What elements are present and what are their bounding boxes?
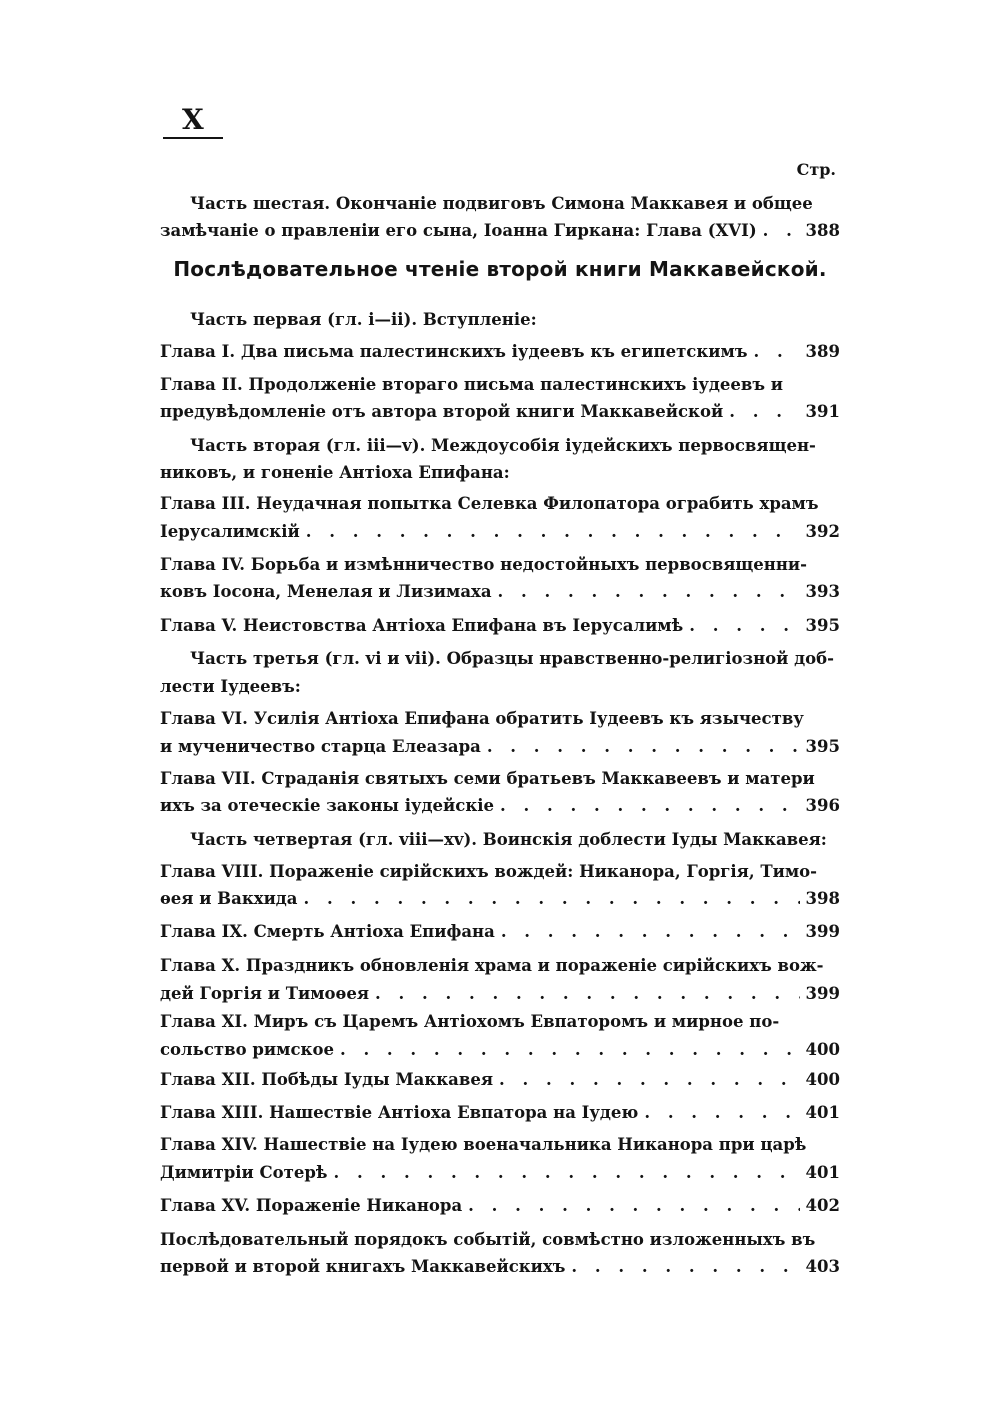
toc-part-two-line2: никовъ, и гоненіе Антіоха Епифана: [160, 463, 510, 482]
toc-chapter-14 [160, 1159, 840, 1187]
toc-page-number: 398 [805, 889, 840, 908]
toc-entry-text: первой и второй книгахъ Маккавейскихъ [160, 1257, 566, 1276]
toc-part-two-line1: Часть вторая (гл. ііі—v). Междоусобія іудейскихъ первосвящен- [190, 436, 816, 455]
toc-entry-text: Глава V. Неистовства Антіоха Епифана въ Іерусалимѣ [160, 616, 684, 635]
toc-chapter-11-line1: Глава XI. Миръ съ Царемъ Антіохомъ Евпаторомъ и мирное по- [160, 1012, 780, 1031]
leader-dots [462, 1192, 800, 1220]
toc-chapter-2-line1: Глава II. Продолженіе втораго письма палестинскихъ іудеевъ и [160, 375, 784, 394]
toc-page-number: 388 [805, 221, 840, 240]
toc-entry-text: Глава XII. Побѣды Іуды Маккавея [160, 1070, 494, 1089]
toc-page-number: 391 [805, 402, 840, 421]
toc-chapter-8-line1: Глава VIII. Пораженіе сирійскихъ вождей: Никанора, Горгія, Тимо- [160, 862, 818, 881]
toc-chapter-10-line1: Глава X. Праздникъ обновленія храма и пораженіе сирійскихъ вож- [160, 956, 824, 975]
leader-dots [298, 885, 801, 913]
toc-chapter-2 [160, 398, 840, 426]
toc-entry-text: Глава IX. Смерть Антіоха Епифана [160, 922, 495, 941]
page-column-label: Стр. [796, 160, 836, 179]
toc-summary [160, 1253, 840, 1281]
toc-chapter-13 [160, 1099, 840, 1127]
toc-part-three-line1: Часть третья (гл. vi и vii). Образцы нравственно-религіозной доб- [190, 649, 834, 668]
toc-chapter-6-line1: Глава VI. Усилія Антіоха Епифана обратить Іудеевъ къ язычеству [160, 709, 804, 728]
leader-dots [492, 578, 800, 606]
toc-part-six-line2 [160, 217, 840, 245]
toc-page-number: 401 [805, 1163, 840, 1182]
toc-part-six-text: замѣчаніе о правленіи его сына, Іоанна Гиркана: Глава (XVI) [160, 221, 757, 240]
toc-chapter-9 [160, 918, 840, 946]
toc-page-number: 399 [805, 984, 840, 1003]
leader-dots [683, 612, 800, 640]
toc-entry-text: Іерусалимскій [160, 522, 300, 541]
leader-dots [493, 1066, 800, 1094]
toc-page-number: 392 [805, 522, 840, 541]
toc-entry-text: Димитріи Сотерѣ [160, 1163, 328, 1182]
toc-chapter-14-line1: Глава XIV. Нашествіе на Іудею военачальника Никанора при царѣ [160, 1135, 807, 1154]
leader-dots [328, 1159, 801, 1187]
toc-page-number: 395 [805, 616, 840, 635]
page-number-rule [163, 137, 223, 139]
toc-page-number: 395 [805, 737, 840, 756]
toc-chapter-7 [160, 792, 840, 820]
toc-page-number: 399 [805, 922, 840, 941]
leader-dots [369, 980, 800, 1008]
toc-page-number: 402 [805, 1196, 840, 1215]
toc-chapter-6 [160, 733, 840, 761]
toc-page-number: 401 [805, 1103, 840, 1122]
toc-entry-text: Глава XV. Пораженіе Никанора [160, 1196, 463, 1215]
toc-chapter-10 [160, 980, 840, 1008]
toc-chapter-7-line1: Глава VII. Страданія святыхъ семи братьевъ Маккавеевъ и матери [160, 769, 815, 788]
leader-dots [748, 338, 801, 366]
leader-dots [300, 518, 800, 546]
leader-dots [495, 918, 800, 946]
toc-chapter-8 [160, 885, 840, 913]
page-number: X [182, 103, 205, 136]
toc-chapter-3-line1: Глава III. Неудачная попытка Селевка Филопатора ограбить храмъ [160, 494, 819, 513]
toc-entry-text: сольство римское [160, 1040, 334, 1059]
section-heading: Послѣдовательное чтеніе второй книги Маккавейской. [173, 257, 827, 281]
leader-dots [723, 398, 800, 426]
toc-chapter-4 [160, 578, 840, 606]
toc-summary-line1: Послѣдовательный порядокъ событій, совмѣстно изложенныхъ въ [160, 1230, 816, 1249]
leader-dots [481, 733, 800, 761]
toc-chapter-4-line1: Глава IV. Борьба и измѣнничество недостойныхъ первосвященни- [160, 555, 807, 574]
toc-entry-text: предувѣдомленіе отъ автора второй книги Маккавейской [160, 402, 724, 421]
leader-dots [494, 792, 800, 820]
toc-chapter-3 [160, 518, 840, 546]
toc-entry-text: ихъ за отеческіе законы іудейскіе [160, 796, 495, 815]
toc-chapter-15 [160, 1192, 840, 1220]
toc-chapter-11 [160, 1036, 840, 1064]
toc-page-number: 393 [805, 582, 840, 601]
toc-entry-text: ѳея и Вакхида [160, 889, 298, 908]
leader-dots [757, 217, 800, 245]
toc-part-six-line1: Часть шестая. Окончаніе подвиговъ Симона Маккавея и общее [190, 194, 813, 213]
toc-entry-text: ковъ Іосона, Менелая и Лизимаха [160, 582, 492, 601]
toc-chapter-12 [160, 1066, 840, 1094]
toc-entry-text: и мученичество старца Елеазара [160, 737, 481, 756]
toc-entry-text: Глава XIII. Нашествіе Антіоха Евпатора на Іудею [160, 1103, 639, 1122]
leader-dots [638, 1099, 800, 1127]
toc-chapter-5 [160, 612, 840, 640]
toc-page-number: 396 [805, 796, 840, 815]
toc-part-four: Часть четвертая (гл. viii—xv). Воинскія доблести Іуды Маккавея: [190, 830, 827, 849]
toc-page-number: 400 [805, 1070, 840, 1089]
toc-part-one: Часть первая (гл. і—іі). Вступленіе: [190, 310, 537, 329]
toc-page-number: 400 [805, 1040, 840, 1059]
toc-chapter-1 [160, 338, 840, 366]
toc-page-number: 389 [805, 342, 840, 361]
toc-page-number: 403 [805, 1257, 840, 1276]
toc-part-three-line2: лести Іудеевъ: [160, 677, 301, 696]
leader-dots [334, 1036, 800, 1064]
leader-dots [565, 1253, 800, 1281]
toc-entry-text: дей Горгія и Тимоѳея [160, 984, 370, 1003]
toc-entry-text: Глава I. Два письма палестинскихъ іудеевъ къ египетскимъ [160, 342, 748, 361]
